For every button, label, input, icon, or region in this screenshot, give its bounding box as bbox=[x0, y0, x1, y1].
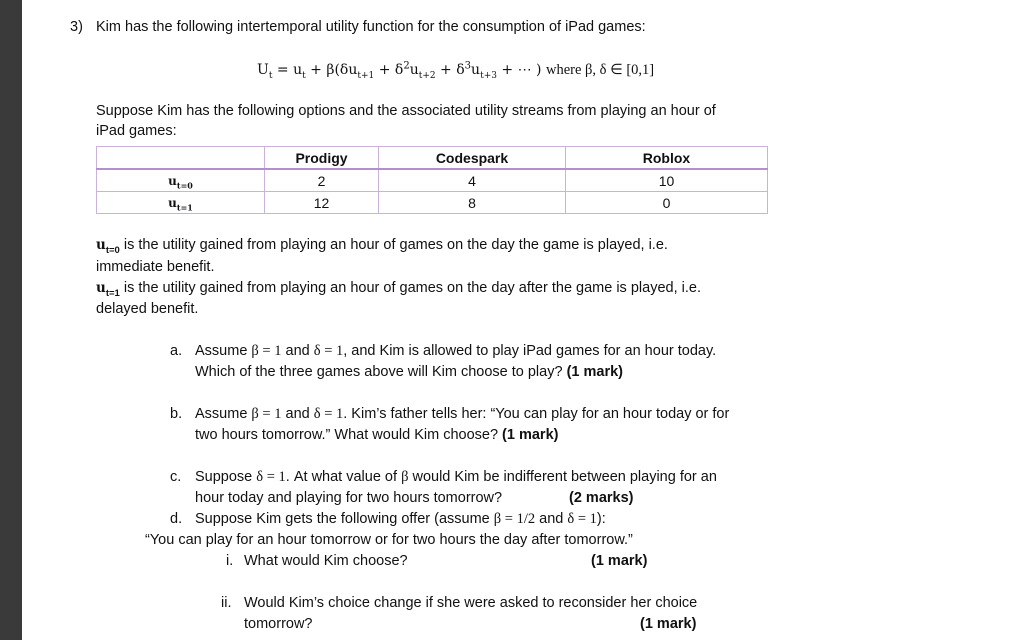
table-header-cell: Codespark bbox=[379, 147, 566, 170]
options-intro-line2: iPad games: bbox=[96, 123, 177, 139]
part-d-ii-line1: Would Kim’s choice change if she were asked to reconsider her choice bbox=[244, 595, 698, 611]
table-cell: 4 bbox=[379, 169, 566, 192]
part-b-label: b. bbox=[170, 406, 183, 422]
part-b-marks: (1 mark) bbox=[502, 427, 559, 443]
part-a-line2: Which of the three games above will Kim choose to play? (1 mark) bbox=[195, 364, 623, 380]
definition-immediate: $u_{t=0}$ is the utility gained from playing an hour of games on the day the game is played, i.e. bbox=[96, 237, 668, 256]
utility-equation: $U_t = u_t + \beta(\delta u_{t+1} + \delta^2u_{t+2} + \delta^3u_{t+3}$ + ⋯ ) where β, δ ∈ [0,1] bbox=[257, 60, 655, 81]
part-c-marks: (2 marks) bbox=[569, 490, 634, 506]
table-header-cell: Roblox bbox=[566, 147, 768, 170]
table-cell: 12 bbox=[265, 192, 379, 214]
table-row bbox=[97, 192, 768, 214]
equation-where-clause: where β, δ ∈ [0,1] bbox=[545, 62, 655, 78]
question-number: 3) bbox=[70, 19, 83, 35]
part-d-quote: “You can play for an hour tomorrow or for two hours the day after tomorrow.” bbox=[145, 532, 633, 548]
question-intro: Kim has the following intertemporal utility function for the consumption of iPad games: bbox=[96, 19, 646, 35]
part-b-line1: Assume β = 1 and δ = 1. Kim’s father tells her: “You can play for an hour today or for bbox=[195, 406, 730, 422]
definition-immediate-line2: immediate benefit. bbox=[96, 259, 215, 275]
table-row-label: $u_{t=1}$ bbox=[97, 192, 265, 214]
table-cell: 8 bbox=[379, 192, 566, 214]
table-cell: 10 bbox=[566, 169, 768, 192]
part-d-line1: Suppose Kim gets the following offer (assume β = 1/2 and δ = 1): bbox=[195, 511, 606, 527]
part-c-line2: hour today and playing for two hours tomorrow? bbox=[195, 490, 503, 506]
definition-delayed-line2: delayed benefit. bbox=[96, 301, 199, 317]
table-row bbox=[97, 169, 768, 192]
part-a-marks: (1 mark) bbox=[566, 364, 623, 380]
document-page bbox=[22, 0, 1024, 640]
table-header-cell: Prodigy bbox=[265, 147, 379, 170]
table-cell: 0 bbox=[566, 192, 768, 214]
utility-table bbox=[96, 146, 768, 214]
left-dark-edge bbox=[0, 0, 22, 640]
part-d-ii-line2: tomorrow? bbox=[244, 616, 313, 632]
table-cell: 2 bbox=[265, 169, 379, 192]
part-a-label: a. bbox=[170, 343, 183, 359]
definition-delayed: $u_{t=1}$ is the utility gained from playing an hour of games on the day after the game is played, i.e. bbox=[96, 280, 701, 299]
part-c-line1: Suppose δ = 1. At what value of β would Kim be indifferent between playing for an bbox=[195, 469, 717, 485]
part-d-i-label: i. bbox=[226, 553, 234, 569]
part-d-ii-label: ii. bbox=[221, 595, 232, 611]
options-intro-line1: Suppose Kim has the following options and the associated utility streams from playing an hour of bbox=[96, 103, 716, 119]
part-d-i-text: What would Kim choose? bbox=[244, 553, 408, 569]
table-header-row bbox=[97, 147, 768, 170]
table-row-label: $u_{t=0}$ bbox=[97, 169, 265, 192]
part-d-i-marks: (1 mark) bbox=[591, 553, 648, 569]
part-b-line2: two hours tomorrow.” What would Kim choose? (1 mark) bbox=[195, 427, 559, 443]
part-d-label: d. bbox=[170, 511, 183, 527]
part-d-ii-marks: (1 mark) bbox=[640, 616, 697, 632]
part-a-line1: Assume β = 1 and δ = 1, and Kim is allowed to play iPad games for an hour today. bbox=[195, 343, 717, 359]
table-header-cell bbox=[97, 147, 265, 170]
part-c-label: c. bbox=[170, 469, 182, 485]
